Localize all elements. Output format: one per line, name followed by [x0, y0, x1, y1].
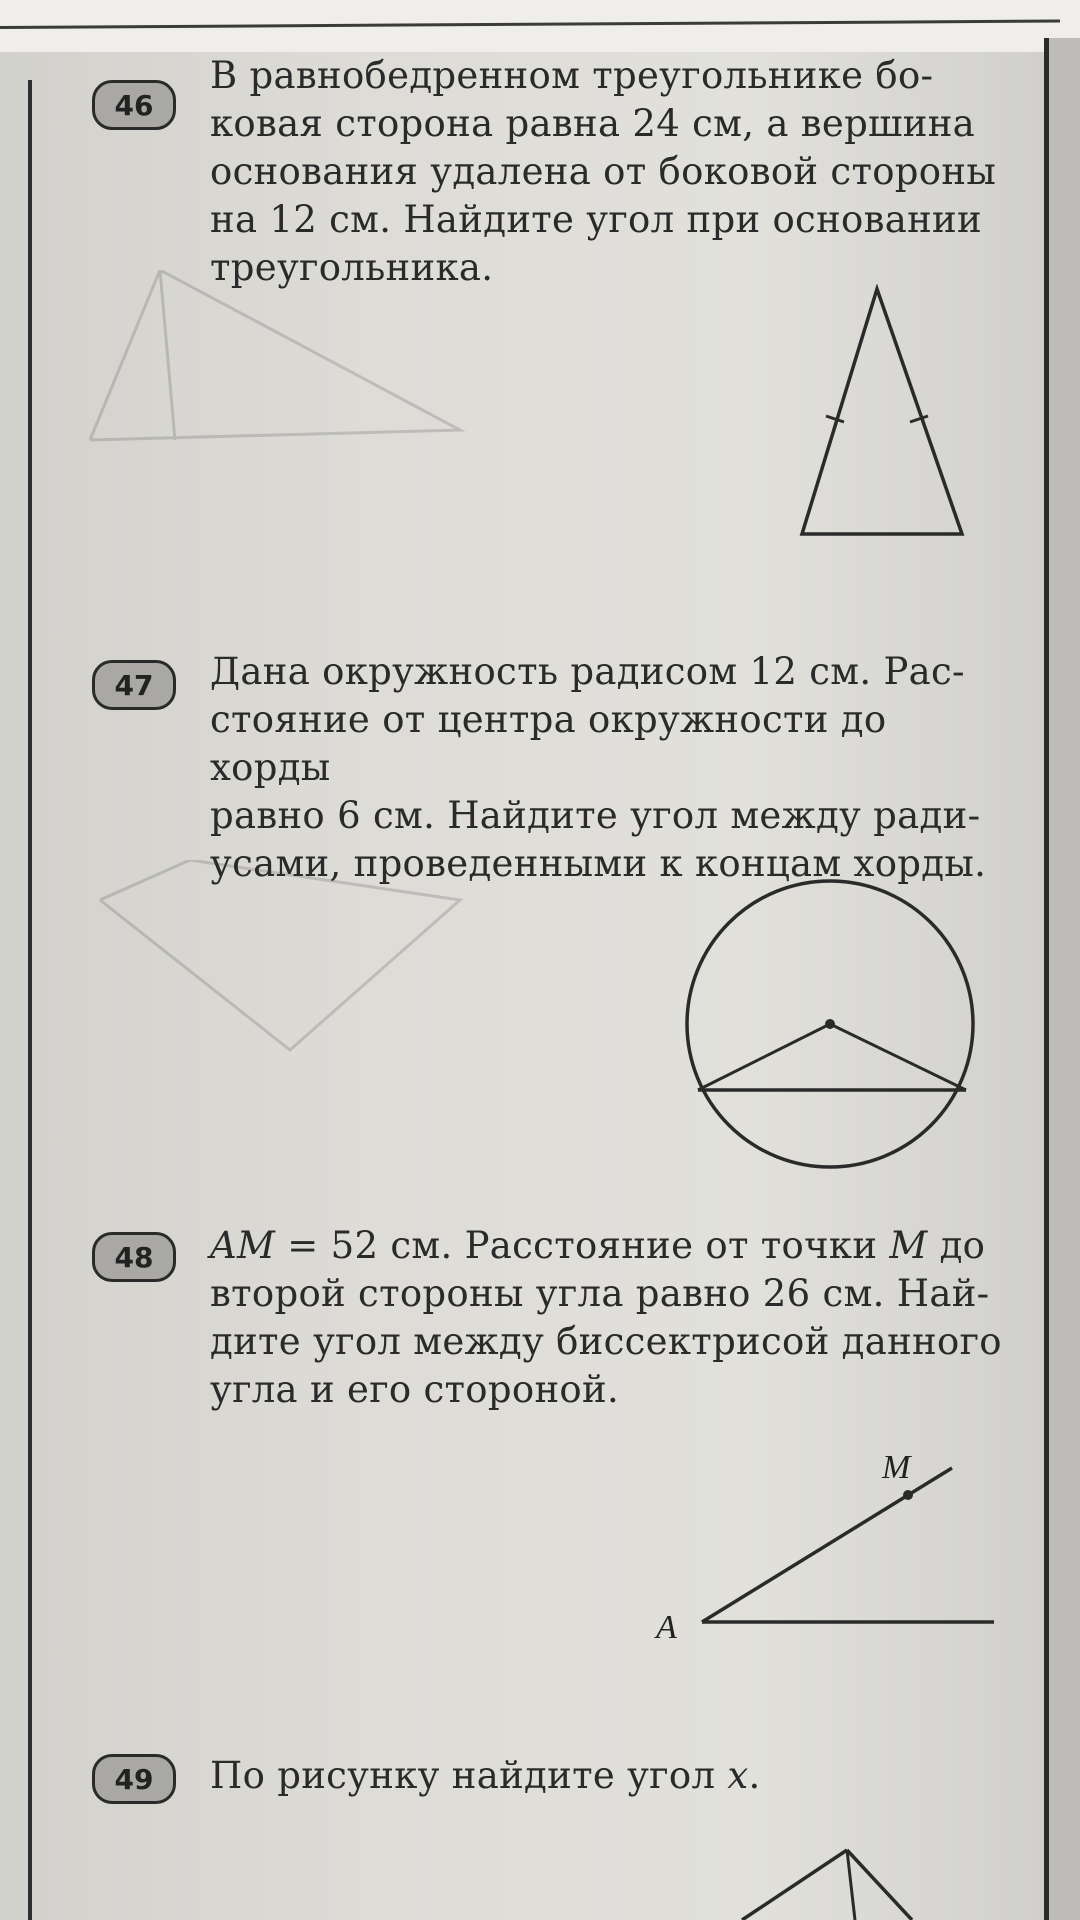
radius-right — [830, 1024, 966, 1090]
triangle-outline — [802, 289, 962, 534]
problem-number-badge: 49 — [92, 1754, 176, 1804]
angle-side-upper — [702, 1468, 952, 1622]
problem-number-badge: 48 — [92, 1232, 176, 1282]
equal-side-tick-right — [910, 416, 928, 422]
angle-x-inline: x — [727, 1754, 749, 1797]
problem-text: AM = 52 см. Расстояние от точки M до второй стороны угла равно 26 см. Най- дите угол между биссектрисой данного угла и его стороной. — [210, 1224, 1002, 1411]
point-m-inline: M — [889, 1224, 928, 1267]
point-m-dot — [903, 1490, 913, 1500]
problem-48 — [92, 1222, 1022, 1646]
label-a: A — [656, 1609, 677, 1646]
problem-text: По рисунку найдите угол x. — [210, 1754, 761, 1797]
left-margin-rule — [28, 80, 32, 1920]
radius-left — [698, 1024, 830, 1090]
problem-46 — [92, 52, 1022, 552]
angle-figure — [642, 1434, 1002, 1654]
circle-chord-figure — [684, 878, 984, 1178]
problem-text: В равнобедренном треугольнике бо- ковая сторона равна 24 см, а вершина основания удалена от боковой стороны на 12 см. Найдите угол при основании треугольника. — [210, 54, 997, 289]
partial-triangle-figure — [722, 1842, 962, 1920]
page-gutter-shadow — [1049, 38, 1080, 1920]
label-m: M — [882, 1449, 911, 1486]
problem-number-badge: 47 — [92, 660, 176, 710]
problem-47 — [92, 648, 1022, 1188]
problem-number-badge: 46 — [92, 80, 176, 130]
problem-text: Дана окружность радисом 12 см. Рас- стояние от центра окружности до хорды равно 6 см. Найдите угол между ради- усами, проведенными к концам хорды. — [210, 650, 987, 885]
circle-center-point — [825, 1019, 835, 1029]
figure-line-right — [847, 1850, 912, 1920]
isosceles-triangle-figure — [792, 284, 972, 544]
segment-am: AM — [210, 1224, 276, 1267]
figure-line-left — [742, 1850, 847, 1920]
problem-49 — [92, 1752, 1022, 1920]
figure-line-mid — [847, 1850, 855, 1920]
